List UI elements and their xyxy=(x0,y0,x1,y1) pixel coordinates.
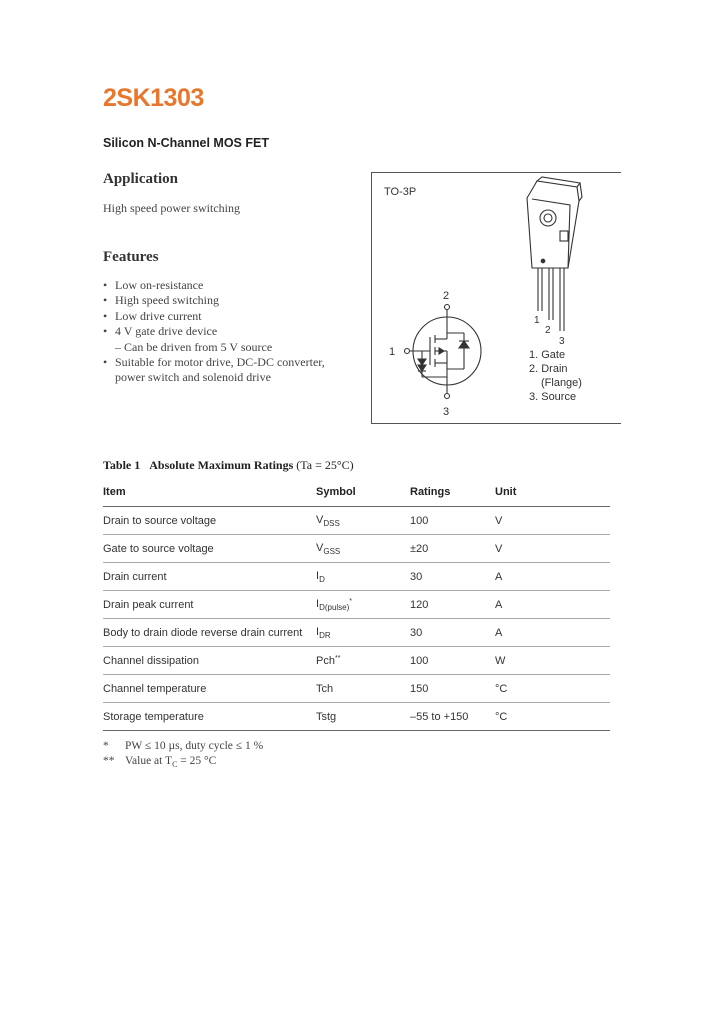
features-heading: Features xyxy=(103,249,159,265)
feature-text: Suitable for motor drive, DC-DC converter, xyxy=(115,355,325,370)
part-number-title: 2SK1303 xyxy=(103,84,204,112)
table-heading: Absolute Maximum Ratings xyxy=(149,458,294,472)
symbol-main: I xyxy=(316,625,320,638)
pin-legend-drain: 2. Drain xyxy=(529,363,568,375)
footnote-1 xyxy=(103,739,263,754)
cell-rating: –55 to +150 xyxy=(410,703,495,731)
table-row xyxy=(103,703,610,731)
table-row xyxy=(103,647,610,675)
feature-text: – Can be driven from 5 V source xyxy=(115,339,273,354)
pin-legend-flange: (Flange) xyxy=(541,377,582,389)
feature-item xyxy=(103,293,325,308)
cell-rating: 100 xyxy=(410,507,495,535)
cell-rating: 150 xyxy=(410,675,495,703)
cell-item: Channel temperature xyxy=(103,675,316,703)
feature-bullet: • xyxy=(103,278,108,292)
cell-item: Channel dissipation xyxy=(103,647,316,675)
footnote-1-mark: * xyxy=(103,740,109,752)
application-text: High speed power switching xyxy=(103,201,240,215)
footnotes xyxy=(103,739,263,772)
cell-unit: °C xyxy=(495,675,610,703)
symbol-subscript: DR xyxy=(319,630,331,640)
pin-number-2: 2 xyxy=(545,325,551,336)
table-row xyxy=(103,591,610,619)
table-body xyxy=(103,507,610,731)
absolute-maximum-ratings-table xyxy=(103,478,610,731)
header-symbol: Symbol xyxy=(316,478,410,507)
feature-bullet: • xyxy=(103,324,108,339)
cell-unit: °C xyxy=(495,703,610,731)
table-title xyxy=(103,458,354,473)
feature-text: High speed switching xyxy=(115,293,219,308)
cell-symbol xyxy=(316,535,410,563)
cell-unit: V xyxy=(495,507,610,535)
cell-unit: W xyxy=(495,647,610,675)
table-header-row xyxy=(103,478,610,507)
features-list xyxy=(103,278,325,386)
symbol-main: V xyxy=(316,513,324,526)
feature-text: power switch and solenoid drive xyxy=(115,370,271,385)
cell-item: Gate to source voltage xyxy=(103,535,316,563)
mosfet-schematic-symbol xyxy=(405,305,482,399)
to3p-package-outline xyxy=(527,177,582,331)
header-item: Item xyxy=(103,478,316,507)
cell-symbol xyxy=(316,563,410,591)
pin-legend-gate: 1. Gate xyxy=(529,349,566,361)
package-name: TO-3P xyxy=(384,186,417,198)
package-drawing xyxy=(372,173,620,423)
feature-text: Low on-resistance xyxy=(115,278,204,292)
cell-unit: A xyxy=(495,591,610,619)
cell-rating: 30 xyxy=(410,563,495,591)
feature-bullet: • xyxy=(103,355,108,370)
drain-pin-label: 2 xyxy=(443,290,450,302)
footnote-2-sub: C xyxy=(172,760,178,769)
cell-unit: A xyxy=(495,563,610,591)
table-row xyxy=(103,563,610,591)
table-condition: (Ta = 25°C) xyxy=(296,458,354,472)
cell-rating: 30 xyxy=(410,619,495,647)
symbol-main: Tstg xyxy=(316,710,337,723)
symbol-footnote-mark: ** xyxy=(334,654,341,662)
cell-item: Drain current xyxy=(103,563,316,591)
gate-pin-label: 1 xyxy=(389,346,396,358)
pin-legend-source: 3. Source xyxy=(529,391,577,403)
feature-item xyxy=(103,340,325,355)
table-row xyxy=(103,535,610,563)
feature-text: 4 V gate drive device xyxy=(115,324,218,339)
symbol-subscript: D xyxy=(319,574,325,584)
cell-unit: V xyxy=(495,535,610,563)
symbol-main: V xyxy=(316,541,324,554)
application-heading: Application xyxy=(103,171,179,187)
cell-symbol xyxy=(316,675,410,703)
source-pin-label: 3 xyxy=(443,406,450,418)
symbol-subscript: DSS xyxy=(323,518,340,528)
footnote-2 xyxy=(103,754,263,772)
feature-text: Low drive current xyxy=(115,308,202,323)
symbol-main: Tch xyxy=(316,682,334,695)
table-row xyxy=(103,675,610,703)
cell-rating: 100 xyxy=(410,647,495,675)
cell-unit: A xyxy=(495,619,610,647)
footnote-2-after: = 25 °C xyxy=(177,755,217,767)
cell-item: Body to drain diode reverse drain current xyxy=(103,619,316,647)
footnote-1-text: PW ≤ 10 µs, duty cycle ≤ 1 % xyxy=(125,740,264,752)
cell-symbol xyxy=(316,507,410,535)
cell-symbol xyxy=(316,647,410,675)
table-label: Table 1 xyxy=(103,458,141,472)
cell-rating: 120 xyxy=(410,591,495,619)
header-ratings: Ratings xyxy=(410,478,495,507)
footnote-2-mark: ** xyxy=(103,755,115,767)
device-subtitle: Silicon N-Channel MOS FET xyxy=(103,136,269,150)
cell-symbol xyxy=(316,591,410,619)
feature-item xyxy=(103,278,325,293)
symbol-main: Pch xyxy=(316,654,335,667)
table-row xyxy=(103,507,610,535)
cell-symbol xyxy=(316,703,410,731)
feature-item xyxy=(103,324,325,339)
symbol-subscript: GSS xyxy=(323,546,341,556)
cell-item: Drain to source voltage xyxy=(103,507,316,535)
pin-number-3: 3 xyxy=(559,336,565,347)
feature-bullet: • xyxy=(103,308,108,323)
symbol-main: I xyxy=(316,597,320,610)
table-row xyxy=(103,619,610,647)
header-unit: Unit xyxy=(495,478,610,507)
cell-symbol xyxy=(316,619,410,647)
symbol-main: I xyxy=(316,569,320,582)
feature-item xyxy=(103,309,325,324)
cell-item: Drain peak current xyxy=(103,591,316,619)
footnote-2-text: Value at T xyxy=(125,755,173,767)
feature-item xyxy=(103,370,325,385)
feature-item xyxy=(103,355,325,370)
symbol-subscript: D(pulse) xyxy=(319,602,350,612)
cell-item: Storage temperature xyxy=(103,703,316,731)
pin-number-1: 1 xyxy=(534,315,540,326)
symbol-footnote-mark: * xyxy=(349,597,353,605)
cell-rating: ±20 xyxy=(410,535,495,563)
pin-legend xyxy=(529,348,582,404)
feature-bullet: • xyxy=(103,293,108,308)
